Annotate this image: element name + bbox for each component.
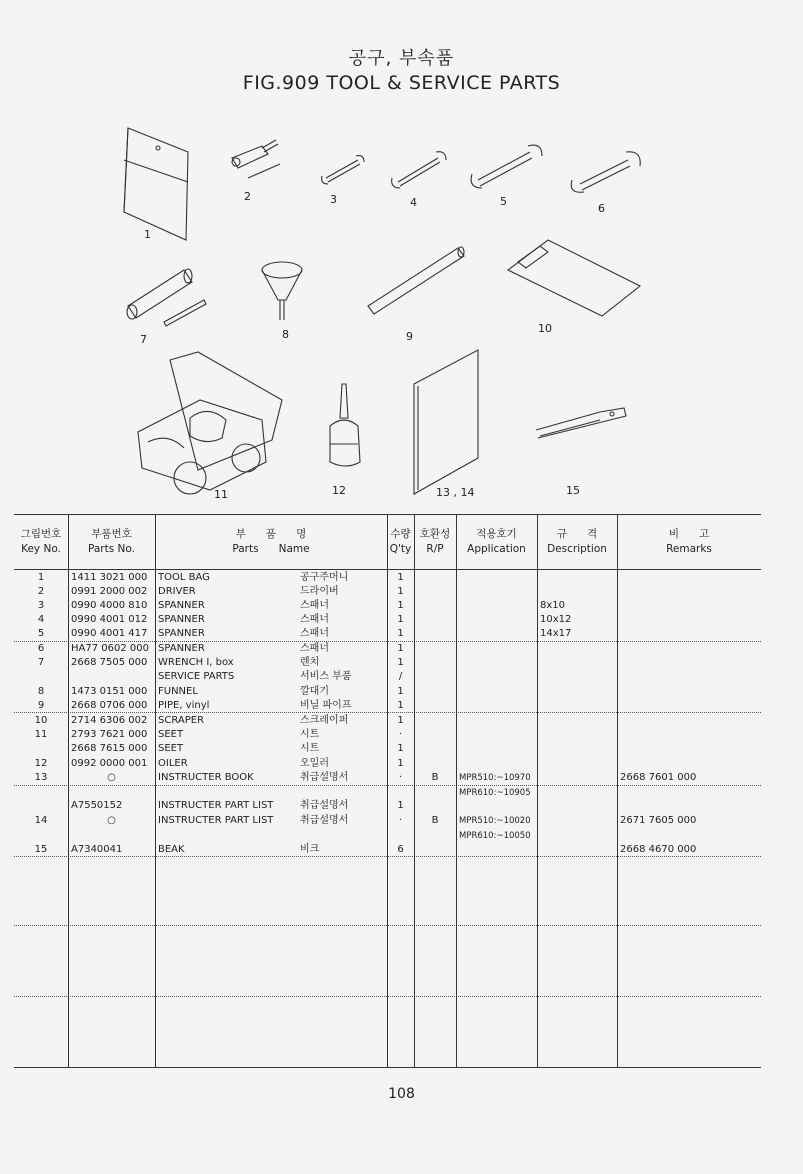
description-cell: 14x17 — [540, 628, 572, 639]
funnel-drawing — [262, 262, 302, 320]
part-no-cell: 2714 6306 002 — [71, 715, 148, 726]
callout-8: 8 — [282, 328, 289, 341]
qty-cell: 1 — [397, 614, 404, 625]
qty-cell: 1 — [397, 628, 404, 639]
key-cell: 2 — [37, 586, 45, 597]
page-number: 108 — [388, 1086, 415, 1102]
description-cell: 8x10 — [540, 600, 566, 611]
spanner-5-drawing — [471, 145, 542, 188]
part-name-cell: SCRAPER — [158, 715, 205, 726]
key-cell: 15 — [34, 844, 48, 855]
callout-11: 11 — [214, 488, 228, 501]
header-parts-name: 부 품 명 Parts Name — [232, 528, 310, 555]
part-name-ko-cell: 스패너 — [300, 600, 329, 611]
key-cell: 7 — [37, 657, 45, 668]
application-cell: MPR510:~10970 — [459, 773, 531, 783]
callout-6: 6 — [598, 202, 605, 215]
callout-12: 12 — [332, 484, 346, 497]
part-name-cell: SPANNER — [158, 643, 205, 654]
column-divider — [68, 514, 69, 1067]
remarks-cell: 2668 7601 000 — [620, 772, 697, 783]
qty-cell: 1 — [397, 643, 404, 654]
callout-5: 5 — [500, 195, 507, 208]
callout-1: 1 — [144, 228, 151, 241]
part-name-cell: BEAK — [158, 844, 185, 855]
part-name-ko-cell: 취급설명서 — [300, 772, 349, 783]
part-name-cell: OILER — [158, 758, 188, 769]
part-name-cell: SEET — [158, 729, 184, 740]
part-name-ko-cell: 비닐 파이프 — [300, 700, 352, 711]
application-cell: MPR610:~10050 — [459, 831, 531, 841]
part-name-cell: SPANNER — [158, 600, 205, 611]
table-bottom-rule — [14, 1067, 761, 1068]
column-divider — [456, 514, 457, 1067]
part-name-cell: INSTRUCTER PART LIST — [158, 815, 274, 826]
part-name-ko-cell: 스패너 — [300, 643, 329, 654]
callout-2: 2 — [244, 190, 251, 203]
part-name-ko-cell: 취급설명서 — [300, 815, 349, 826]
qty-cell: 1 — [397, 743, 404, 754]
part-name-ko-cell: 렌치 — [300, 657, 320, 668]
book-drawing — [414, 350, 478, 494]
part-name-cell: DRIVER — [158, 586, 196, 597]
part-no-cell: 0992 0000 001 — [71, 758, 148, 769]
key-cell: 10 — [34, 715, 48, 726]
callout-3: 3 — [330, 193, 337, 206]
remarks-cell: 2671 7605 000 — [620, 815, 697, 826]
tool-bag-drawing — [124, 128, 188, 240]
part-name-ko-cell: 드라이버 — [300, 586, 339, 597]
oiler-drawing — [330, 384, 360, 466]
part-no-cell: ○ — [107, 815, 116, 826]
key-cell: 14 — [34, 815, 48, 826]
part-name-ko-cell: 스크레이퍼 — [300, 715, 349, 726]
part-name-ko-cell: 비크 — [300, 844, 320, 855]
part-name-ko-cell: 시트 — [300, 729, 320, 740]
part-no-cell: 1411 3021 000 — [71, 572, 148, 583]
part-no-cell: 2668 7615 000 — [71, 743, 148, 754]
header-qty: 수량 Q'ty — [389, 528, 412, 555]
key-cell: 5 — [37, 628, 45, 639]
part-name-ko-cell: 스패너 — [300, 628, 329, 639]
qty-cell: 6 — [397, 844, 404, 855]
key-cell: 1 — [37, 572, 45, 583]
qty-cell: 1 — [397, 758, 404, 769]
spanner-3-drawing — [322, 156, 364, 184]
box-wrench-drawing — [127, 269, 206, 326]
part-name-cell: PIPE, vinyl — [158, 700, 210, 711]
driver-drawing — [232, 140, 280, 178]
part-name-cell: INSTRUCTER BOOK — [158, 772, 254, 783]
callout-13-14: 13 , 14 — [436, 486, 475, 499]
application-cell: MPR510:~10020 — [459, 816, 531, 826]
qty-cell: 1 — [397, 686, 404, 697]
part-no-cell: 2793 7621 000 — [71, 729, 148, 740]
rp-cell: B — [431, 815, 439, 826]
spanner-4-drawing — [392, 152, 446, 188]
key-cell: 13 — [34, 772, 48, 783]
header-description: 규 격 Description — [547, 528, 607, 555]
callout-10: 10 — [538, 322, 552, 335]
qty-cell: 1 — [397, 657, 404, 668]
part-name-ko-cell: 시트 — [300, 743, 320, 754]
header-remarks: 비 고 Remarks — [666, 528, 712, 555]
part-name-cell: SEET — [158, 743, 184, 754]
part-name-cell: SERVICE PARTS — [158, 671, 235, 682]
page-title-english: FIG.909 TOOL & SERVICE PARTS — [242, 72, 561, 94]
pipe-drawing — [368, 247, 464, 314]
description-cell: 10x12 — [540, 614, 572, 625]
remarks-cell: 2668 4670 000 — [620, 844, 697, 855]
qty-cell: 1 — [397, 572, 404, 583]
part-no-cell: 0990 4001 417 — [71, 628, 148, 639]
part-no-cell: 1473 0151 000 — [71, 686, 148, 697]
qty-cell: 1 — [397, 600, 404, 611]
mower-seat-drawing — [138, 352, 282, 494]
part-no-cell: 0990 4000 810 — [71, 600, 148, 611]
part-no-cell: 0990 4001 012 — [71, 614, 148, 625]
part-name-cell: SPANNER — [158, 628, 205, 639]
qty-cell: / — [398, 671, 403, 682]
key-cell: 3 — [37, 600, 45, 611]
part-name-ko-cell: 깔대기 — [300, 686, 329, 697]
rp-cell: B — [431, 772, 439, 783]
spanner-6-drawing — [571, 152, 640, 192]
column-divider — [155, 514, 156, 1067]
key-cell: 8 — [37, 686, 45, 697]
key-cell: 6 — [37, 643, 45, 654]
column-divider — [617, 514, 618, 1067]
qty-cell: 1 — [397, 586, 404, 597]
part-name-cell: SPANNER — [158, 614, 205, 625]
qty-cell: · — [398, 729, 403, 740]
header-parts-no: 부품번호 Parts No. — [88, 528, 135, 555]
part-name-ko-cell: 오일러 — [300, 758, 329, 769]
page-title-korean: 공구, 부속품 — [348, 48, 455, 69]
part-name-ko-cell: 공구주머니 — [300, 572, 349, 583]
part-no-cell: 2668 7505 000 — [71, 657, 148, 668]
part-name-cell: INSTRUCTER PART LIST — [158, 800, 274, 811]
header-key: 그림번호 Key No. — [20, 528, 62, 555]
part-no-cell: ○ — [107, 772, 116, 783]
qty-cell: 1 — [397, 700, 404, 711]
part-name-ko-cell: 서비스 부품 — [300, 671, 352, 682]
part-no-cell: 0991 2000 002 — [71, 586, 148, 597]
qty-cell: 1 — [397, 715, 404, 726]
callout-4: 4 — [410, 196, 417, 209]
column-divider — [537, 514, 538, 1067]
key-cell: 12 — [34, 758, 48, 769]
key-cell: 11 — [34, 729, 48, 740]
part-no-cell: A7340041 — [71, 844, 123, 855]
callout-9: 9 — [406, 330, 413, 343]
qty-cell: · — [398, 815, 403, 826]
callout-15: 15 — [566, 484, 580, 497]
parts-illustration — [0, 110, 803, 510]
scraper-drawing — [508, 240, 640, 316]
qty-cell: 1 — [397, 800, 404, 811]
key-cell: 4 — [37, 614, 45, 625]
part-no-cell: HA77 0602 000 — [71, 643, 149, 654]
part-no-cell: A7550152 — [71, 800, 123, 811]
part-name-cell: TOOL BAG — [158, 572, 210, 583]
part-name-ko-cell: 스패너 — [300, 614, 329, 625]
beak-drawing — [536, 408, 626, 438]
key-cell: 9 — [37, 700, 45, 711]
part-name-cell: WRENCH I, box — [158, 657, 234, 668]
column-divider — [414, 514, 415, 1067]
qty-cell: · — [398, 772, 403, 783]
part-name-cell: FUNNEL — [158, 686, 198, 697]
header-application: 적용호기 Application — [467, 528, 526, 555]
application-cell: MPR610:~10905 — [459, 788, 531, 798]
header-rp: 호환성 R/P — [419, 528, 451, 555]
part-no-cell: 2668 0706 000 — [71, 700, 148, 711]
callout-7: 7 — [140, 333, 147, 346]
part-name-ko-cell: 취급설명서 — [300, 800, 349, 811]
